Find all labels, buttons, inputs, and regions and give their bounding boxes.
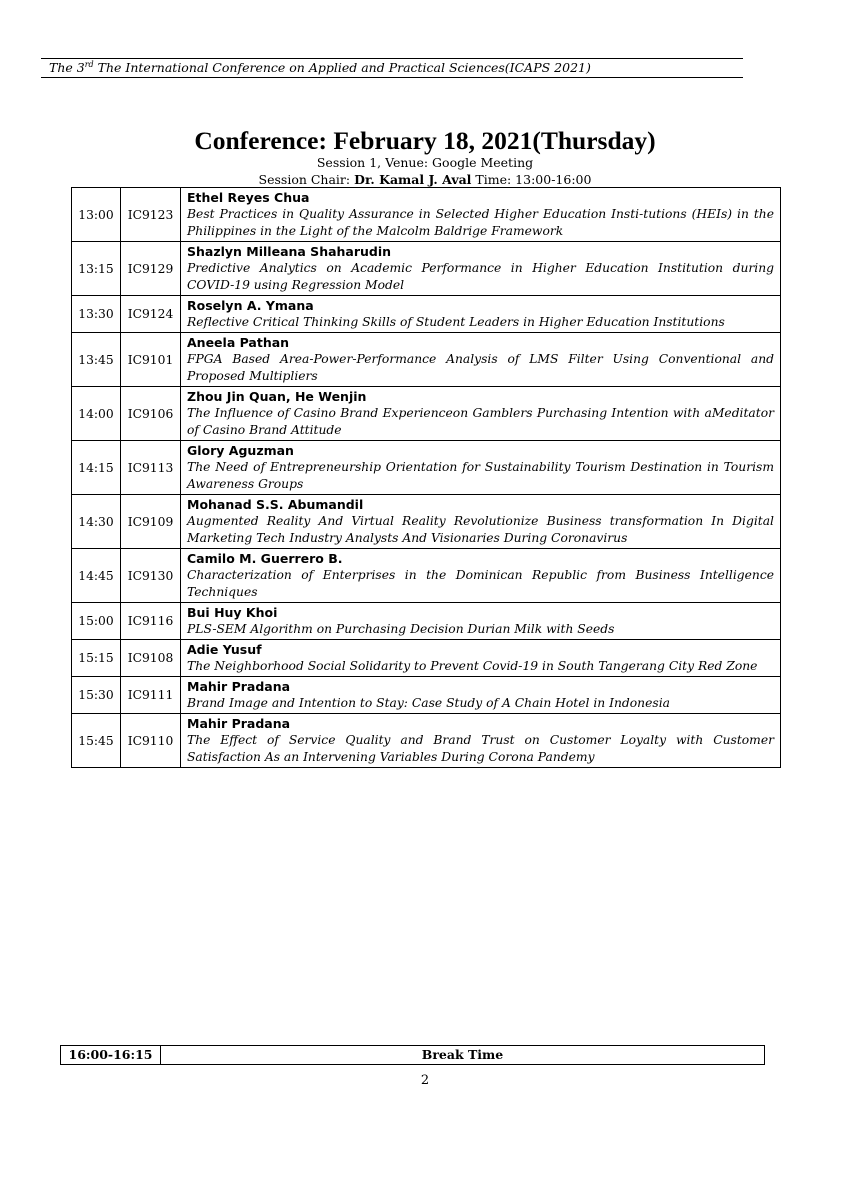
- author-name: Ethel Reyes Chua: [187, 190, 310, 205]
- author-name: Aneela Pathan: [187, 335, 290, 350]
- time-cell: 15:00: [72, 603, 121, 640]
- paper-code-cell: IC9130: [121, 549, 181, 603]
- paper-cell: [181, 603, 781, 640]
- table-row: [72, 242, 781, 296]
- paper-cell: [181, 677, 781, 714]
- paper-code-cell: IC9109: [121, 495, 181, 549]
- paper-cell: [181, 441, 781, 495]
- time-cell: 13:30: [72, 296, 121, 333]
- paper-code-cell: IC9111: [121, 677, 181, 714]
- session-venue: Session 1, Venue: Google Meeting: [316, 155, 534, 170]
- paper-title: The Neighborhood Social Solidarity to Prevent Covid-19 in South Tangerang City Red Zone: [187, 659, 758, 673]
- conference-name: [49, 60, 591, 75]
- table-row: [72, 714, 781, 768]
- table-row: [72, 603, 781, 640]
- author-name: Mahir Pradana: [187, 716, 291, 731]
- header-superscript: rd: [84, 60, 94, 69]
- paper-cell: [181, 387, 781, 441]
- table-row: [72, 188, 781, 242]
- header-suffix: The International Conference on Applied and Practical Sciences(ICAPS 2021): [93, 60, 591, 76]
- paper-code-cell: IC9106: [121, 387, 181, 441]
- paper-title: FPGA Based Area-Power-Performance Analysis of LMS Filter Using Conventional and Proposed Multipliers: [187, 352, 774, 383]
- paper-cell: [181, 714, 781, 768]
- paper-title: The Effect of Service Quality and Brand Trust on Customer Loyalty with Customer Satisfaction As an Intervening Variables During Corona Pandemy: [187, 733, 774, 764]
- break-label: Break Time: [421, 1047, 504, 1062]
- header-prefix: The 3: [49, 60, 85, 76]
- paper-cell: [181, 549, 781, 603]
- chair-name: Dr. Kamal J. Aval: [354, 172, 472, 187]
- author-name: Glory Aguzman: [187, 443, 294, 458]
- time-cell: 14:45: [72, 549, 121, 603]
- author-name: Adie Yusuf: [187, 642, 262, 657]
- paper-code-cell: IC9123: [121, 188, 181, 242]
- break-time: 16:00-16:15: [61, 1046, 161, 1064]
- time-cell: 15:30: [72, 677, 121, 714]
- paper-code-cell: IC9108: [121, 640, 181, 677]
- table-row: [72, 387, 781, 441]
- time-cell: 14:30: [72, 495, 121, 549]
- page-title: Conference: February 18, 2021(Thursday): [194, 126, 656, 155]
- time-cell: 13:45: [72, 333, 121, 387]
- paper-cell: [181, 333, 781, 387]
- paper-code-cell: IC9124: [121, 296, 181, 333]
- time-cell: 15:45: [72, 714, 121, 768]
- time-cell: 13:15: [72, 242, 121, 296]
- table-row: [72, 640, 781, 677]
- paper-code-cell: IC9110: [121, 714, 181, 768]
- paper-title: Characterization of Enterprises in the Dominican Republic from Business Intelligence Techniques: [187, 568, 774, 599]
- author-name: Shazlyn Milleana Shaharudin: [187, 244, 392, 259]
- table-row: [72, 296, 781, 333]
- table-row: [72, 495, 781, 549]
- time-label: Time: 13:00-16:00: [471, 172, 592, 187]
- paper-cell: [181, 242, 781, 296]
- paper-code-cell: IC9129: [121, 242, 181, 296]
- author-name: Mohanad S.S. Abumandil: [187, 497, 364, 512]
- time-cell: 15:15: [72, 640, 121, 677]
- paper-title: Predictive Analytics on Academic Performance in Higher Education Institution during COVID-19 using Regression Model: [187, 261, 774, 292]
- author-name: Bui Huy Khoi: [187, 605, 278, 620]
- table-row: [72, 677, 781, 714]
- paper-title: Best Practices in Quality Assurance in Selected Higher Education Insti-tutions (HEIs) in the Philippines in the Light of the Malcolm Baldrige Framework: [187, 207, 774, 238]
- paper-title: The Influence of Casino Brand Experienceon Gamblers Purchasing Intention with aMeditator of Casino Brand Attitude: [187, 406, 774, 437]
- break-row: [60, 1045, 765, 1065]
- table-row: [72, 333, 781, 387]
- time-cell: 14:15: [72, 441, 121, 495]
- paper-cell: [181, 640, 781, 677]
- time-cell: 14:00: [72, 387, 121, 441]
- paper-cell: [181, 188, 781, 242]
- chair-label: Session Chair:: [258, 172, 355, 187]
- time-cell: 13:00: [72, 188, 121, 242]
- paper-code-cell: IC9116: [121, 603, 181, 640]
- paper-title: The Need of Entrepreneurship Orientation for Sustainability Tourism Destination in Tourism Awareness Groups: [187, 460, 774, 491]
- schedule-table: [71, 187, 781, 768]
- paper-cell: [181, 296, 781, 333]
- table-row: [72, 441, 781, 495]
- author-name: Roselyn A. Ymana: [187, 298, 314, 313]
- author-name: Camilo M. Guerrero B.: [187, 551, 343, 566]
- author-name: Mahir Pradana: [187, 679, 291, 694]
- table-row: [72, 549, 781, 603]
- paper-code-cell: IC9113: [121, 441, 181, 495]
- running-header: [41, 58, 743, 78]
- paper-cell: [181, 495, 781, 549]
- author-name: Zhou Jin Quan, He Wenjin: [187, 389, 367, 404]
- paper-code-cell: IC9101: [121, 333, 181, 387]
- page-number: 2: [420, 1073, 430, 1088]
- paper-title: PLS-SEM Algorithm on Purchasing Decision Durian Milk with Seeds: [187, 622, 615, 636]
- session-chair-line: [0, 172, 850, 187]
- schedule-body: [72, 188, 781, 768]
- paper-title: Reflective Critical Thinking Skills of Student Leaders in Higher Education Institutions: [187, 315, 725, 329]
- paper-title: Brand Image and Intention to Stay: Case Study of A Chain Hotel in Indonesia: [187, 696, 670, 710]
- paper-title: Augmented Reality And Virtual Reality Revolutionize Business transformation In Digital Marketing Tech Industry Analysts And Visionaries During Coronavirus: [187, 514, 774, 545]
